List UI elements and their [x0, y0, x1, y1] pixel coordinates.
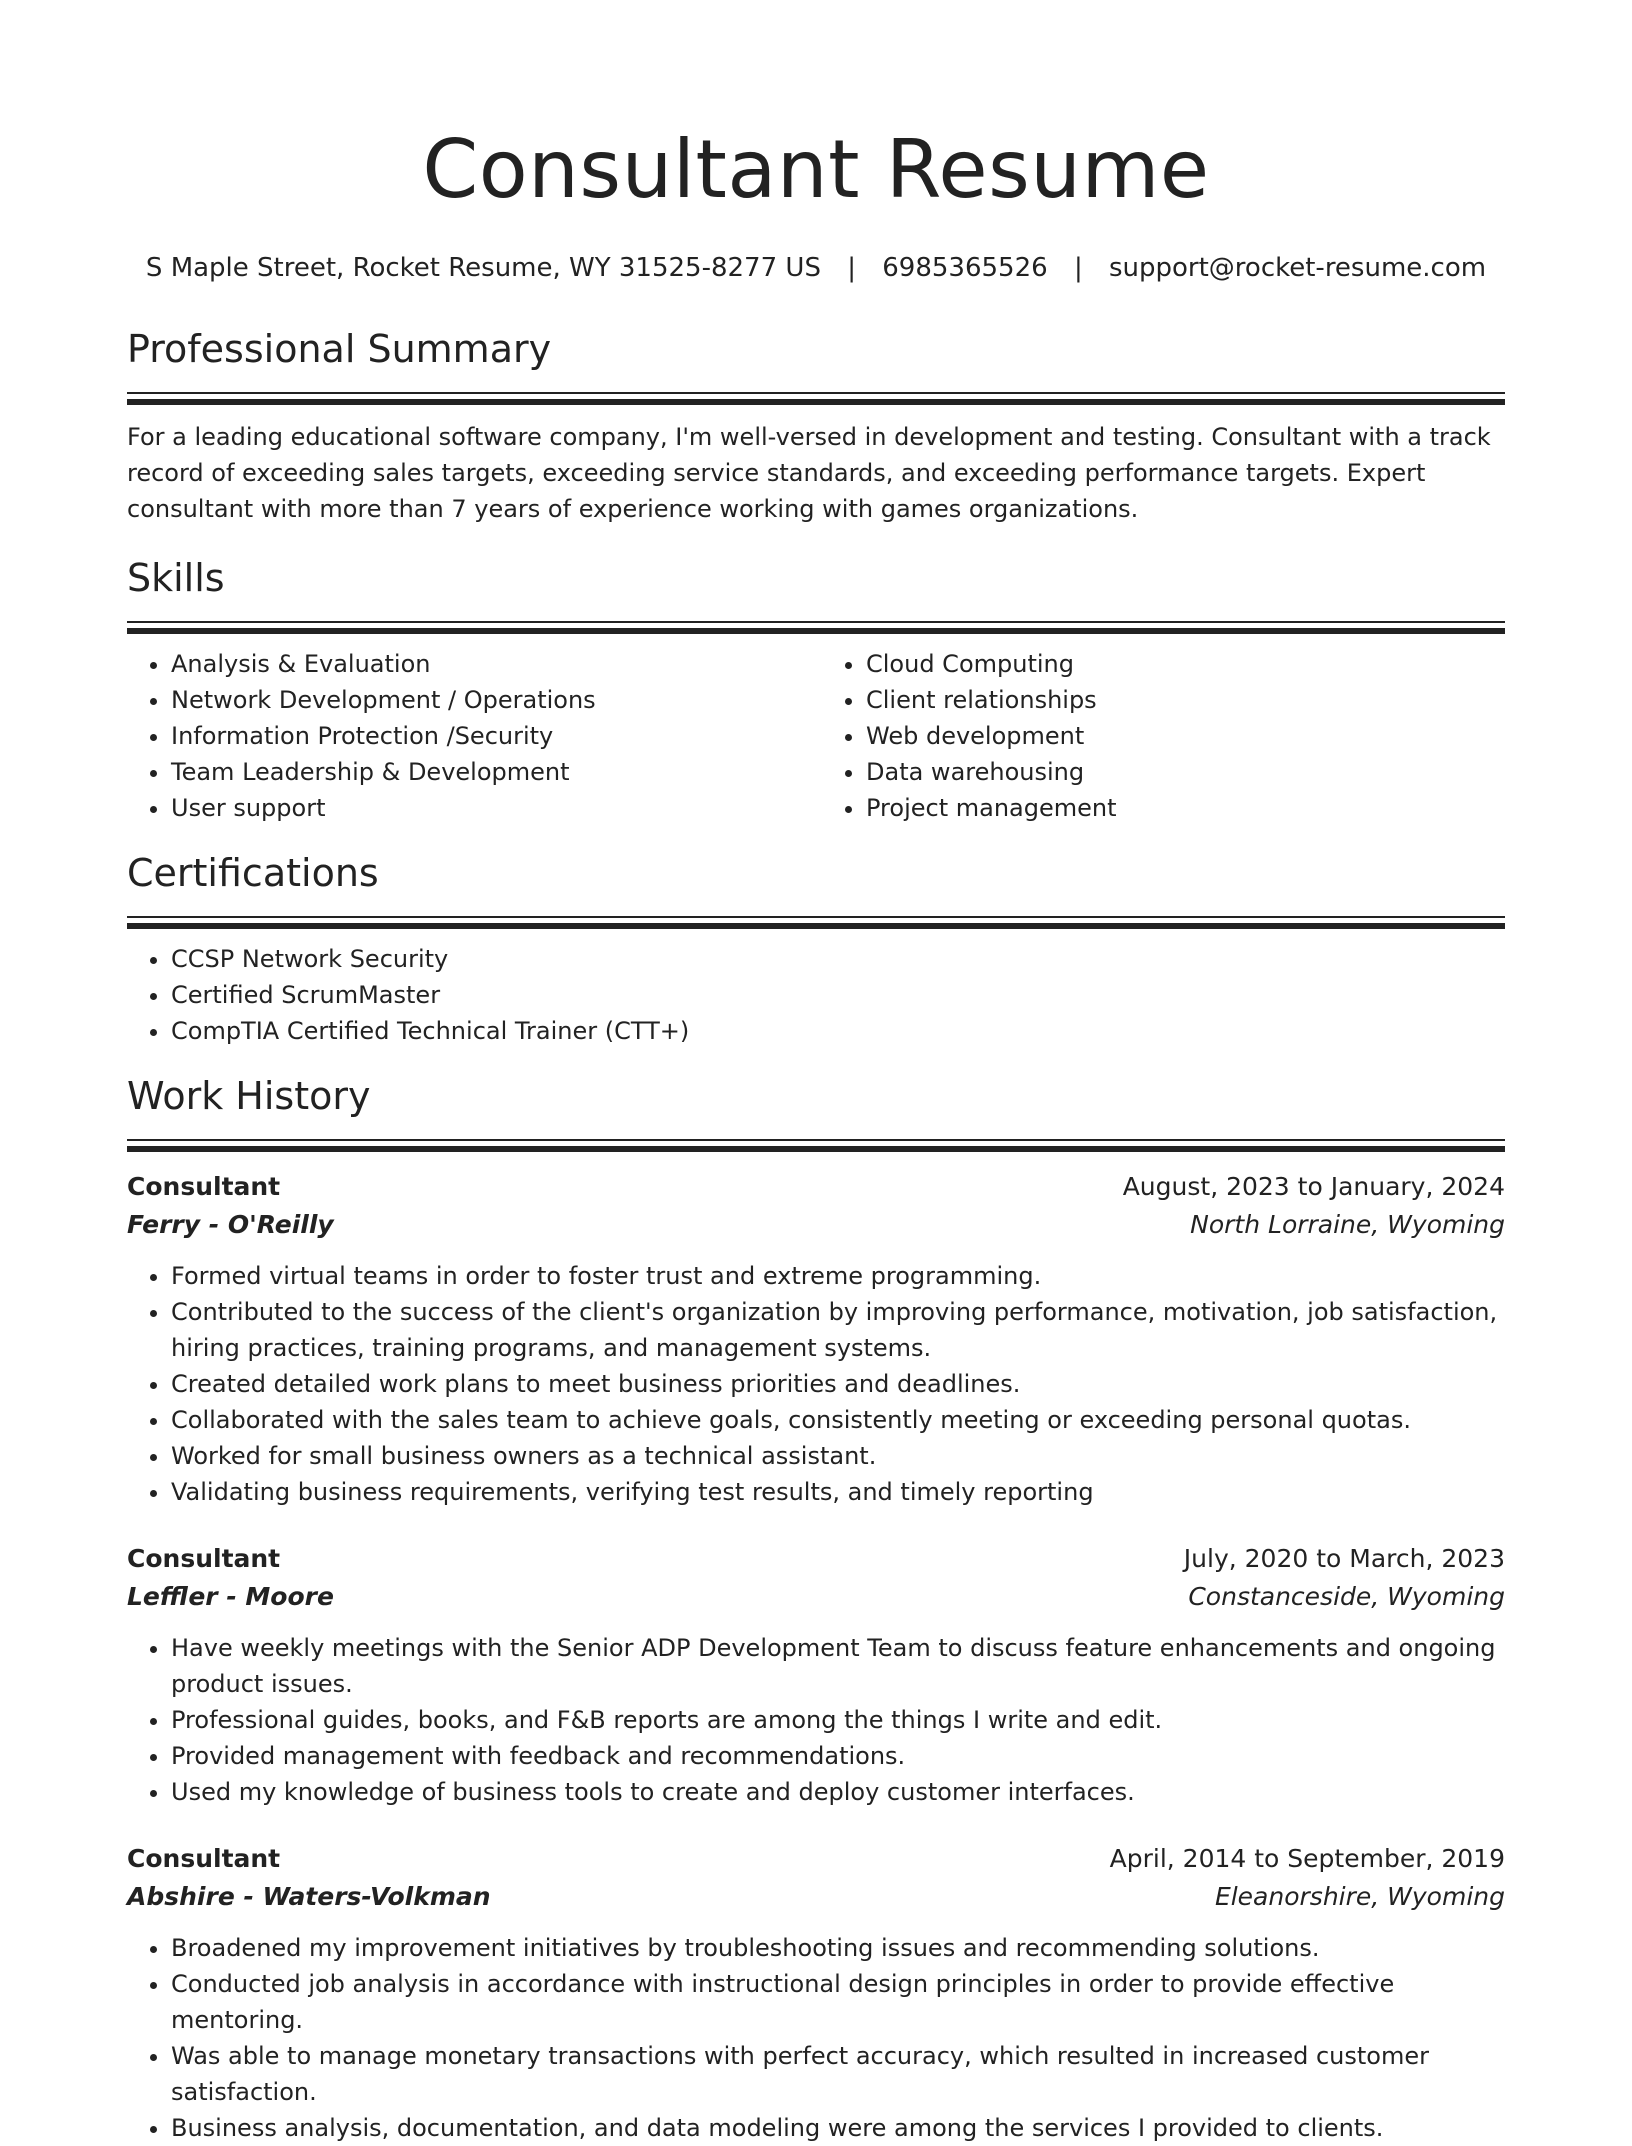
job-location: North Lorraine, Wyoming [1190, 1210, 1505, 1239]
job-bullet: • Broadened my improvement initiatives by troubleshooting issues and recommending solutions. [171, 1930, 1505, 1966]
job-company: Ferry - O'Reilly [127, 1210, 334, 1239]
job-bullet: • Professional guides, books, and F&B reports are among the things I write and edit. [171, 1702, 1505, 1738]
resume-title: Consultant Resume [422, 123, 1210, 216]
skill-item: • Information Protection /Security [171, 718, 816, 754]
contact-line [127, 250, 1505, 286]
job-bullets [127, 1258, 1505, 1510]
section-heading-summary: Professional Summary [127, 327, 552, 371]
job-bullets [127, 1630, 1505, 1810]
skill-item: • Project management [866, 790, 1505, 826]
job-header-row [127, 1840, 1505, 1878]
job-header-row [127, 1540, 1505, 1578]
job-bullet: • Contributed to the success of the client's organization by improving performance, motivation, job satisfaction, hiring practices, training programs, and management systems. [171, 1294, 1505, 1366]
skills-list-right [816, 646, 1505, 826]
job-bullet: • Collaborated with the sales team to achieve goals, consistently meeting or exceeding personal quotas. [171, 1402, 1505, 1438]
certification-item: • Certified ScrumMaster [171, 977, 1505, 1013]
contact-phone: 6985365526 [882, 253, 1048, 283]
job-title: Consultant [127, 1172, 281, 1201]
summary-section [127, 324, 1505, 527]
job-location: Eleanorshire, Wyoming [1214, 1882, 1505, 1911]
job-bullet: • Was able to manage monetary transactions with perfect accuracy, which resulted in increased customer satisfaction. [171, 2038, 1505, 2110]
skill-item: • Team Leadership & Development [171, 754, 816, 790]
section-heading-work: Work History [127, 1074, 371, 1118]
work-history-section [127, 1071, 1505, 2146]
section-divider [127, 1139, 1505, 1152]
job-company-row [127, 1206, 1505, 1244]
certifications-section [127, 848, 1505, 1049]
job-title: Consultant [127, 1544, 281, 1573]
job-entry [127, 1540, 1505, 1810]
job-bullet: • Formed virtual teams in order to foster trust and extreme programming. [171, 1258, 1505, 1294]
skill-item: • Web development [866, 718, 1505, 754]
section-divider [127, 916, 1505, 929]
skill-item: • User support [171, 790, 816, 826]
job-company: Leffler - Moore [127, 1582, 334, 1611]
section-divider [127, 621, 1505, 634]
certification-item: • CCSP Network Security [171, 941, 1505, 977]
job-location: Constanceside, Wyoming [1188, 1582, 1505, 1611]
contact-separator: | [1073, 253, 1083, 283]
job-entry [127, 1840, 1505, 2146]
job-bullet: • Provided management with feedback and recommendations. [171, 1738, 1505, 1774]
job-bullet: • Worked for small business owners as a technical assistant. [171, 1438, 1505, 1474]
skill-item: • Analysis & Evaluation [171, 646, 816, 682]
skill-item: • Data warehousing [866, 754, 1505, 790]
section-heading-skills: Skills [127, 556, 225, 600]
skill-item: • Cloud Computing [866, 646, 1505, 682]
section-divider [127, 392, 1505, 405]
contact-separator: | [847, 253, 856, 283]
job-bullets [127, 1930, 1505, 2146]
job-bullet: • Have weekly meetings with the Senior ADP Development Team to discuss feature enhancements and ongoing product issues. [171, 1630, 1505, 1702]
job-company: Abshire - Waters-Volkman [127, 1882, 491, 1911]
contact-email: support@rocket-resume.com [1108, 253, 1487, 283]
contact-address: S Maple Street, Rocket Resume, WY 31525-8277 US [145, 253, 821, 283]
job-entry [127, 1168, 1505, 1510]
job-bullet: • Validating business requirements, verifying test results, and timely reporting [171, 1474, 1505, 1510]
job-dates: April, 2014 to September, 2019 [1109, 1844, 1505, 1873]
skills-section [127, 553, 1505, 826]
job-company-row [127, 1578, 1505, 1616]
job-header-row [127, 1168, 1505, 1206]
summary-text: For a leading educational software company, I'm well-versed in development and testing. Consultant with a track record of exceeding sales targets, exceeding service standards, and exceeding performance targets. Expert consultant with more than 7 years of experience working with games organizations. [127, 423, 1491, 523]
job-dates: July, 2020 to March, 2023 [1183, 1544, 1505, 1573]
job-dates: August, 2023 to January, 2024 [1122, 1172, 1505, 1201]
job-bullet: • Used my knowledge of business tools to create and deploy customer interfaces. [171, 1774, 1505, 1810]
skills-list-left [127, 646, 816, 826]
job-company-row [127, 1878, 1505, 1916]
certification-item: • CompTIA Certified Technical Trainer (CTT+) [171, 1013, 1505, 1049]
skill-item: • Client relationships [866, 682, 1505, 718]
job-bullet: • Business analysis, documentation, and data modeling were among the services I provided to clients. [171, 2110, 1505, 2146]
job-bullet: • Created detailed work plans to meet business priorities and deadlines. [171, 1366, 1505, 1402]
job-bullet: • Conducted job analysis in accordance with instructional design principles in order to provide effective mentoring. [171, 1966, 1505, 2038]
certifications-list [127, 941, 1505, 1049]
skills-columns [127, 646, 1505, 826]
job-title: Consultant [127, 1844, 281, 1873]
skill-item: • Network Development / Operations [171, 682, 816, 718]
section-heading-certifications: Certifications [127, 851, 379, 895]
